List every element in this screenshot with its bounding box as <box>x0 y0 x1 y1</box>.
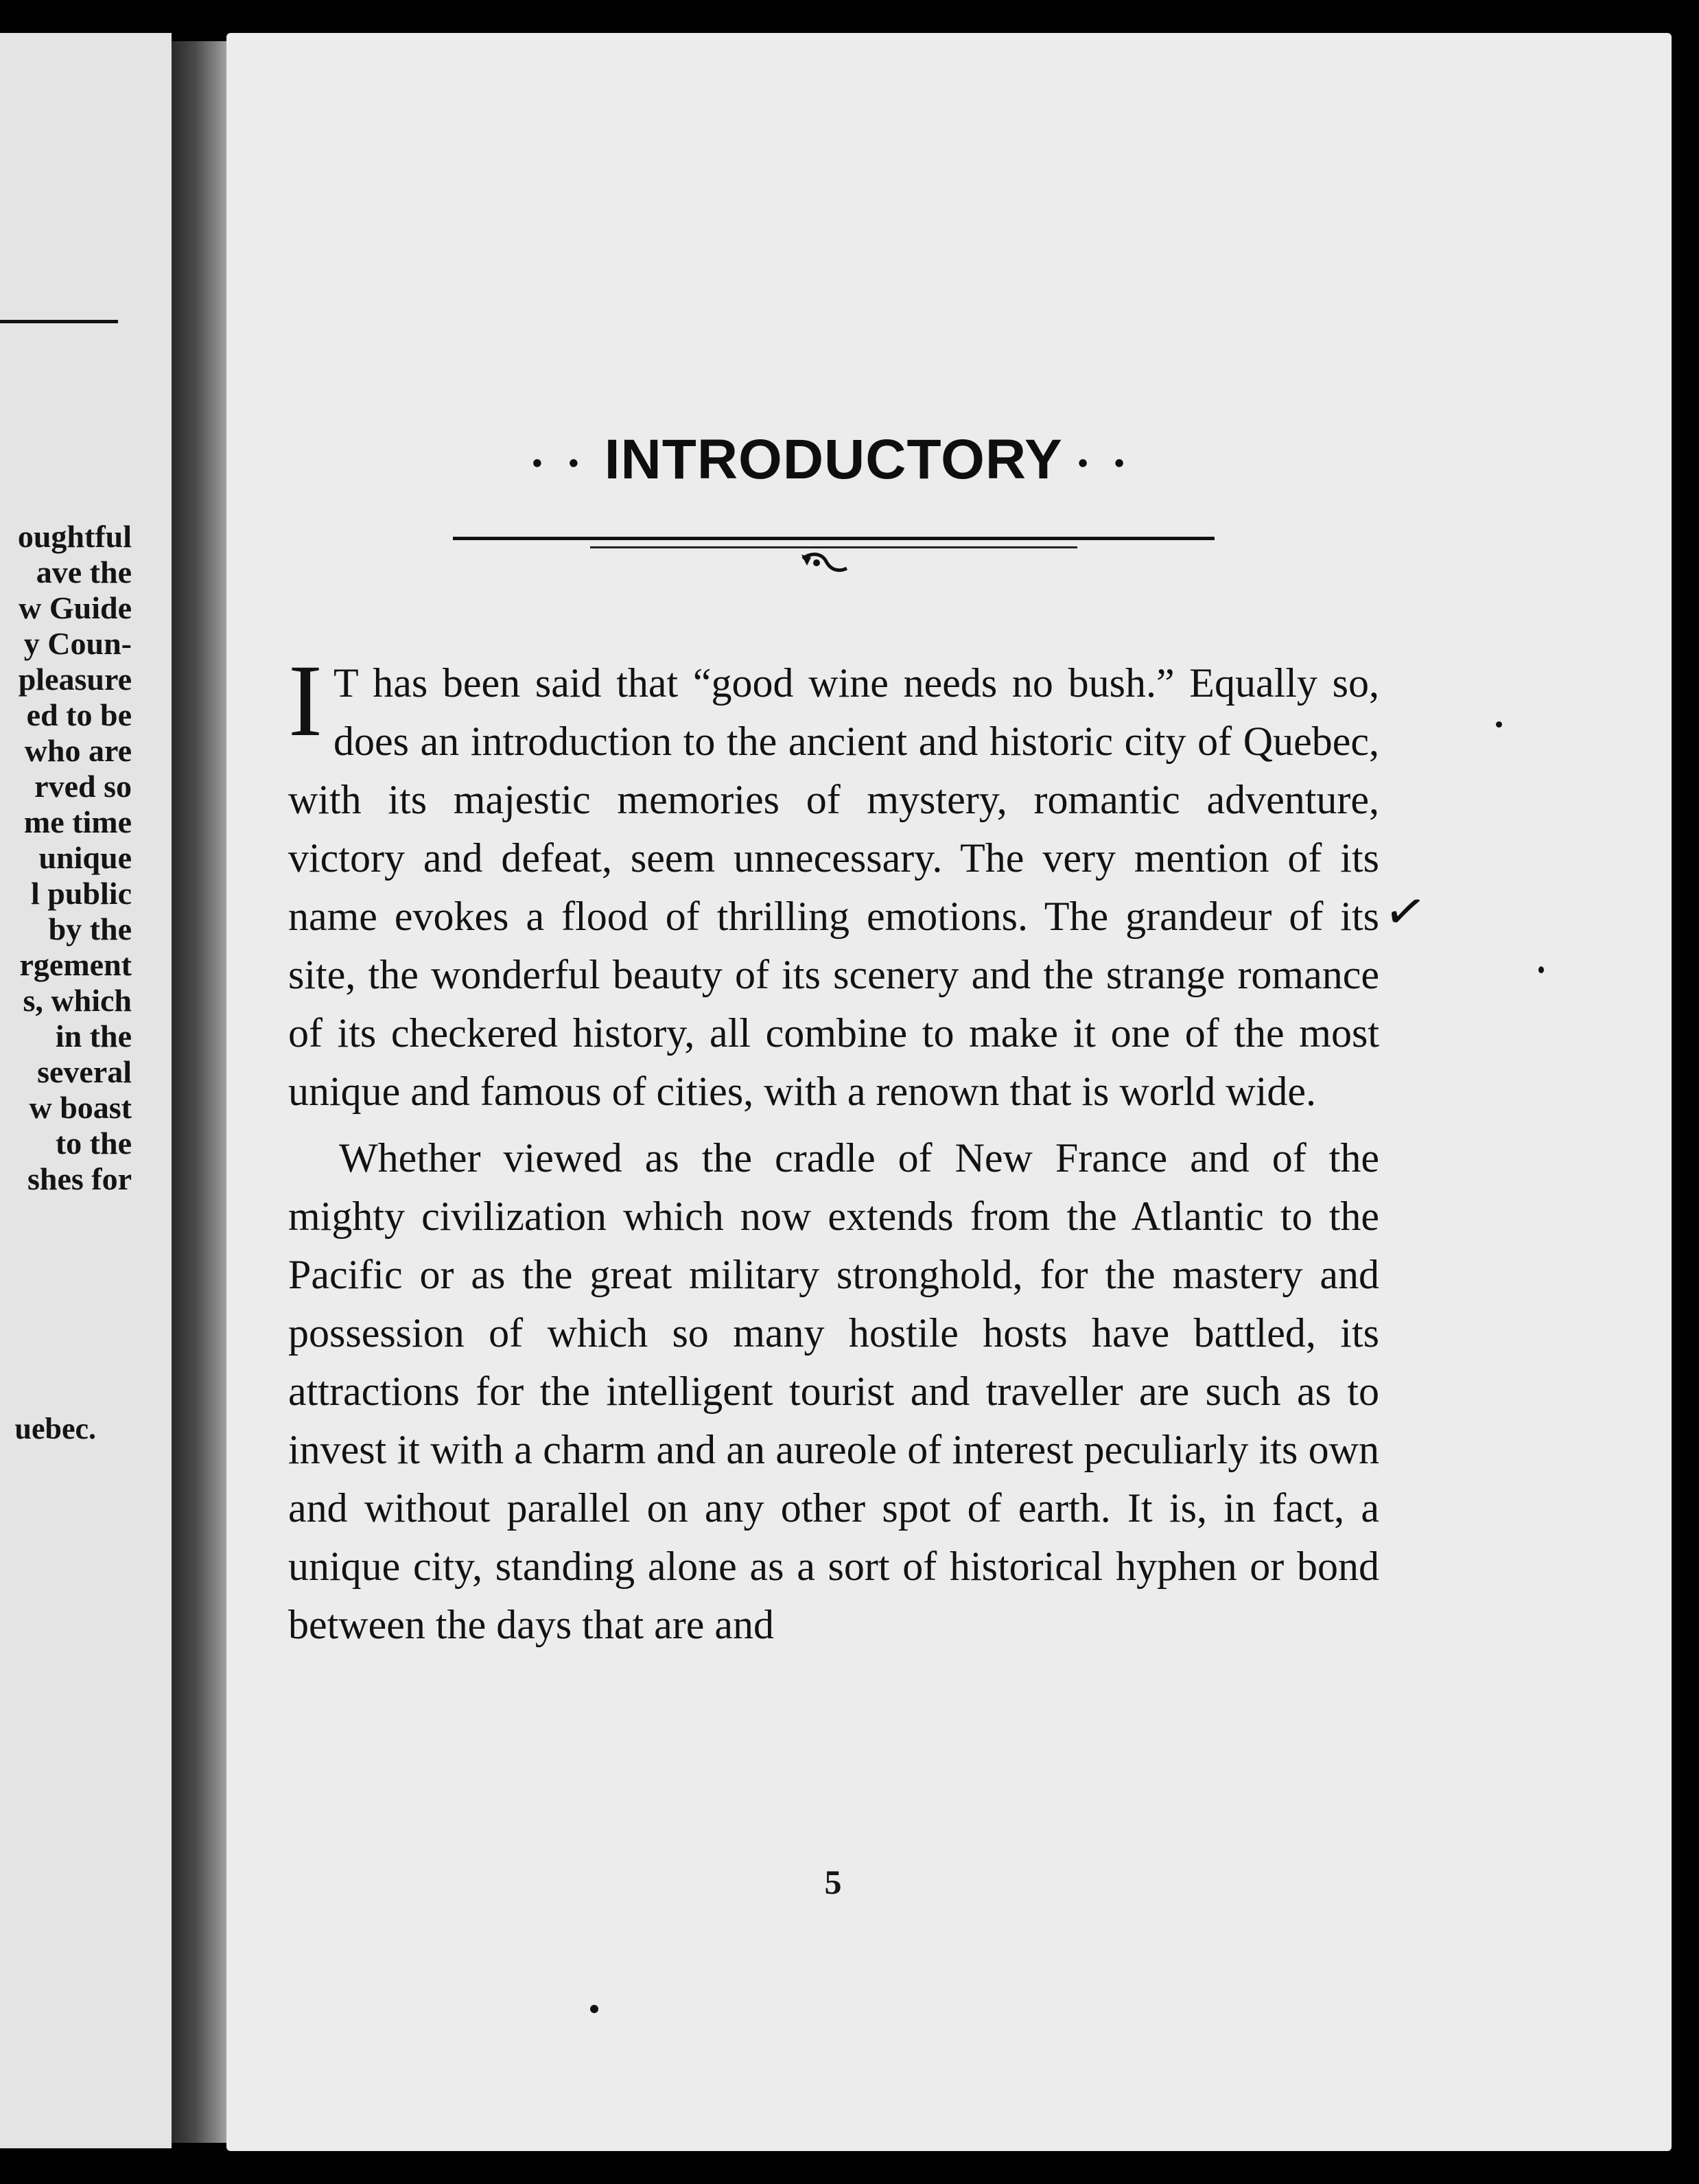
previous-page-line: shes for <box>27 1161 132 1196</box>
previous-page-line: who are <box>24 733 132 768</box>
previous-page-line: several <box>37 1054 132 1089</box>
body-text <box>288 644 1379 1654</box>
ink-speck <box>1496 721 1502 728</box>
previous-page-line: to the <box>55 1126 132 1161</box>
paragraph-1 <box>288 644 1379 1121</box>
previous-page-line: l public <box>30 876 132 911</box>
drop-cap: I <box>288 644 323 758</box>
ink-speck <box>1538 966 1544 973</box>
page-title-block <box>226 428 1440 492</box>
previous-page-line: w boast <box>29 1090 132 1125</box>
previous-page-line: oughtful <box>17 519 132 554</box>
previous-page-line: rgement <box>19 947 132 982</box>
fleuron-icon <box>796 549 851 582</box>
previous-page-line: s, which <box>23 983 132 1018</box>
margin-check-mark: ✓ <box>1380 879 1431 944</box>
previous-page-text <box>18 519 132 1197</box>
previous-page-line: y Coun- <box>23 626 132 661</box>
title-ornament-right: • • <box>1078 448 1134 478</box>
previous-page-line: w Guide <box>19 590 132 625</box>
previous-page-line: rved so <box>34 769 132 804</box>
ink-speck <box>590 2005 598 2013</box>
previous-page-line: unique <box>38 840 132 875</box>
paragraph-2: Whether viewed as the cradle of New France and of the mighty civilization which now extends from the Atlantic to the Pacific or as the great military stronghold, for the mastery and possession of which so many hostile hosts have battled, its attractions for the intelligent tourist and traveller are such as to invest it with a charm and an aureole of interest peculiarly its own and without parallel on any other spot of earth. It is, in fact, a unique city, standing alone as a sort of historical hyphen or bond between the days that are and <box>288 1135 1379 1647</box>
previous-page-line: by the <box>48 911 132 946</box>
previous-page-line: in the <box>55 1019 132 1054</box>
previous-page-line: ed to be <box>26 697 132 732</box>
title-ornament-left: • • <box>532 448 588 478</box>
previous-page-line: pleasure <box>18 662 132 697</box>
page-number: 5 <box>824 1863 842 1901</box>
previous-page-line: me time <box>23 804 132 839</box>
previous-page <box>0 33 172 2148</box>
paragraph-1-text: T has been said that “good wine needs no bush.” Equally so, does an introduction to the ancient and historic city of Quebec, with its majestic memories of mystery, romantic adventure, victory and defeat, seem unnecessary. The very mention of its name evokes a flood of thrilling emotions. The grandeur of its site, the wonderful beauty of its scenery and the strange romance of its checkered history, all combine to make it one of the most unique and famous of cities, with a renown that is world wide. <box>288 660 1379 1114</box>
title-rule <box>453 537 1215 540</box>
previous-page-signature: uebec. <box>14 1412 96 1445</box>
previous-page-line: ave the <box>36 555 132 590</box>
page-title: INTRODUCTORY <box>604 428 1062 491</box>
title-subrule <box>590 546 1077 548</box>
previous-page-rule <box>0 320 118 323</box>
book-page <box>226 33 1672 2151</box>
